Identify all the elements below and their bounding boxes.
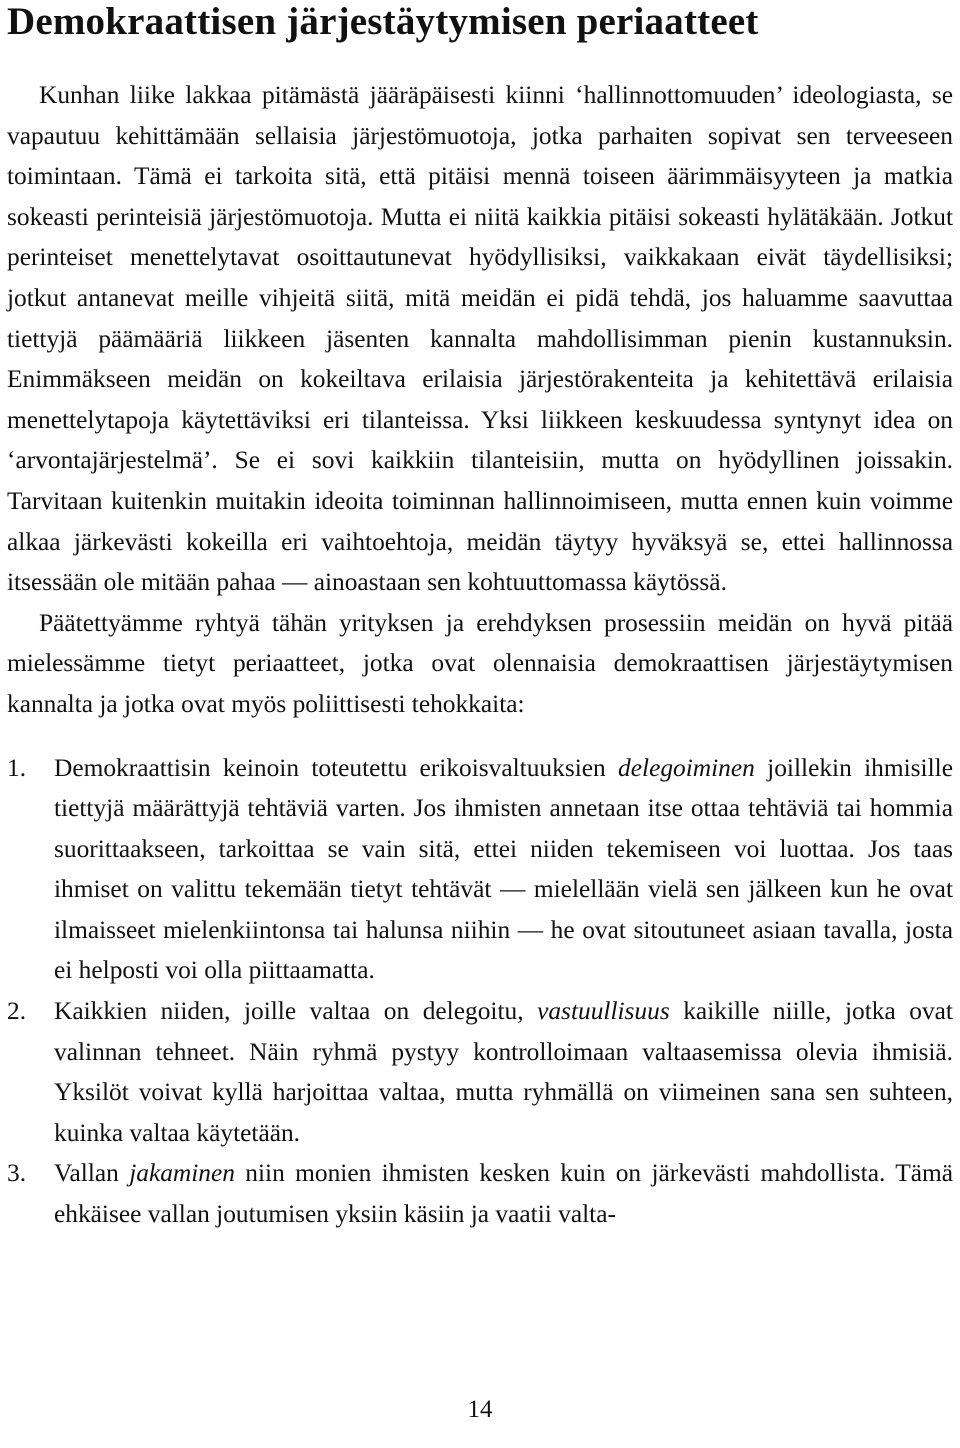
list-item xyxy=(7,1153,953,1234)
list-item-number: 3. xyxy=(7,1159,27,1188)
list-item-text-start: Vallan xyxy=(54,1159,130,1188)
section-title: Demokraattisen järjestäytymisen periaatteet xyxy=(7,0,759,43)
list-item-text-start: Kaikkien niiden, joille valtaa on delegoitu, xyxy=(54,997,538,1026)
principles-list xyxy=(7,748,953,1235)
page-number: 14 xyxy=(467,1396,493,1423)
document-page xyxy=(7,0,953,1235)
paragraph-intro: Kunhan liike lakkaa pitämästä jääräpäisesti kiinni ‘hallinnottomuuden’ ideologiasta, se vapautuu kehittämään sellaisia järjestömuotoja, jotka parhaiten sopivat sen terveeseen toimintaan. Tämä ei tarkoita sitä, että pitäisi mennä toiseen äärimmäisyyteen ja matkia sokeasti perinteisiä järjestömuotoja. Mutta ei niitä kaikkia pitäisi sokeasti hylätäkään. Jotkut perinteiset menettelytavat osoittautunevat hyödyllisiksi, vaikkakaan eivät täydellisiksi; jotkut antanevat meille vihjeitä siitä, mitä meidän ei pidä tehdä, jos haluamme saavuttaa tiettyjä päämääriä liikkeen jäsenten kannalta mahdollisimman pienin kustannuksin. Enimmäkseen meidän on kokeiltava erilaisia järjestörakenteita ja kehitettävä erilaisia menettelytapoja käytettäviksi eri tilanteissa. Yksi liikkeen keskuudessa syntynyt idea on ‘arvontajärjestelmä’. Se ei sovi kaikkiin tilanteisiin, mutta on hyödyllinen joissakin. Tarvitaan kuitenkin muitakin ideoita toiminnan hallinnoimiseen, mutta ennen kuin voimme alkaa järkevästi kokeilla eri vaihtoehtoja, meidän täytyy hyväksyä se, ettei hallinnossa itsessään ole mitään pahaa — ainoastaan sen kohtuuttomassa käytössä. xyxy=(7,81,953,597)
paragraph-principles: Päätettyämme ryhtyä tähän yrityksen ja erehdyksen prosessiin meidän on hyvä pitää mielessämme tietyt periaatteet, jotka ovat olennaisia demokraattisen järjestäytymisen kannalta ja jotka ovat myös poliittisesti tehokkaita: xyxy=(7,608,953,718)
list-item-text-end: niin monien ihmisten kesken kuin on järkevästi mahdollista. Tämä ehkäisee vallan joutumisen yksiin käsiin ja vaatii valta- xyxy=(54,1159,953,1229)
list-item xyxy=(7,991,953,1153)
list-item-number: 2. xyxy=(7,997,27,1026)
list-item-text-start: Demokraattisin keinoin toteutettu erikoisvaltuuksien xyxy=(54,753,619,782)
body-text xyxy=(7,75,953,1235)
list-item-emphasis: delegoiminen xyxy=(618,753,755,782)
list-item-emphasis: jakaminen xyxy=(129,1159,235,1188)
list-item-emphasis: vastuullisuus xyxy=(537,997,670,1026)
list-item-text-end: joillekin ihmisille tiettyjä määrättyjä tehtäviä varten. Jos ihmisten annetaan itse ottaa tehtäviä tai hommia suorittaakseen, tarkoittaa se vain sitä, ettei niiden tekemiseen voi luottaa. Jos taas ihmiset on valittu tekemään tietyt tehtävät — mielellään vielä sen jälkeen kun he ovat ilmaisseet mielenkiintonsa tai halunsa niihin — he ovat sitoutuneet asiaan tavalla, josta ei helposti voi olla piittaamatta. xyxy=(54,753,953,985)
list-item-number: 1. xyxy=(7,753,27,782)
list-item-text-end: kaikille niille, jotka ovat valinnan tehneet. Näin ryhmä pystyy kontrolloimaan valtaasemissa olevia ihmisiä. Yksilöt voivat kyllä harjoittaa valtaa, mutta ryhmällä on viimeinen sana sen suhteen, kuinka valtaa käytetään. xyxy=(54,997,953,1147)
list-item xyxy=(7,748,953,992)
